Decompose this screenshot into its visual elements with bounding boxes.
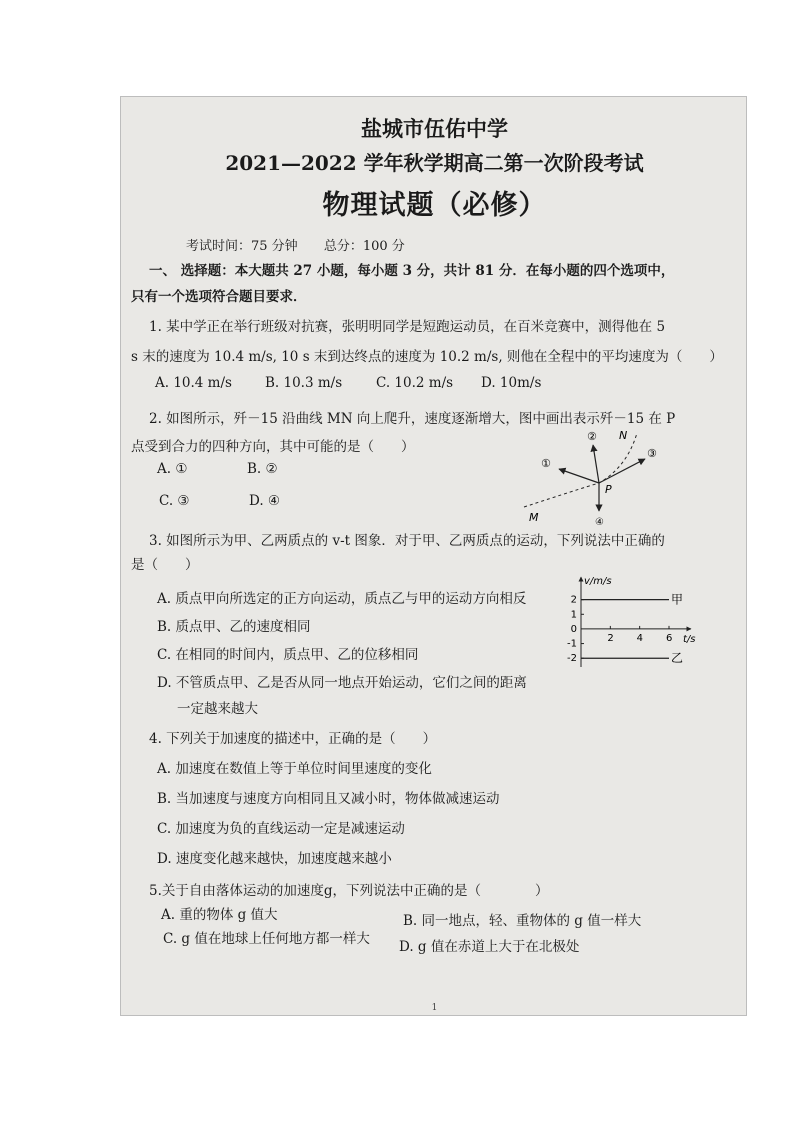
q2-stem-line1: 2. 如图所示，歼－15 沿曲线 MN 向上爬升，速度逐渐增大，图中画出表示歼－15 在 P: [149, 411, 676, 427]
vt-graph: [561, 575, 701, 675]
x-axis-label: t/s: [683, 633, 696, 645]
q5-option-c: C. g 值在地球上任何地方都一样大: [163, 931, 370, 947]
force-arrow-2: [593, 445, 599, 483]
q5-option-b: B. 同一地点，轻、重物体的 g 值一样大: [403, 913, 642, 929]
q4-option-d: D. 速度变化越来越快，加速度越来越小: [157, 851, 392, 867]
q1-option-d: D. 10m/s: [481, 375, 542, 391]
y-tick-label: 2: [570, 594, 577, 606]
page-number: 1: [431, 1003, 438, 1013]
q2-option-c: C. ③: [159, 493, 190, 509]
exam-info: [186, 235, 427, 254]
q4-stem: 4. 下列关于加速度的描述中，正确的是（ ）: [149, 731, 437, 747]
label-p: P: [605, 483, 612, 496]
q4-option-c: C. 加速度为负的直线运动一定是减速运动: [157, 821, 405, 837]
exam-time: 考试时间：75 分钟: [186, 239, 298, 254]
q5-stem: 5.关于自由落体运动的加速度g，下列说法中正确的是（ ）: [149, 883, 549, 899]
x-tick-label: 2: [607, 632, 614, 644]
q3-stem-line2: 是（ ）: [131, 557, 199, 573]
label-n: N: [619, 429, 628, 442]
q2-option-d: D. ④: [249, 493, 281, 509]
q3-option-b: B. 质点甲、乙的速度相同: [157, 619, 311, 635]
y-tick-label: -2: [567, 653, 577, 665]
q1-stem-line1: 1. 某中学正在举行班级对抗赛，张明明同学是短跑运动员，在百米竞赛中，测得他在 5: [149, 319, 666, 335]
label-2: ②: [587, 430, 597, 443]
y-tick-label: 0: [570, 623, 577, 635]
section-heading-line1: 一、 选择题：本大题共 27 小题，每小题 3 分，共计 81 分．在每小题的四个选项中，: [149, 263, 675, 279]
q2-stem-line2: 点受到合力的四种方向，其中可能的是（ ）: [131, 439, 415, 455]
q2-option-a: A. ①: [157, 461, 188, 477]
q4-option-a: A. 加速度在数值上等于单位时间里速度的变化: [157, 761, 432, 777]
school-name: 盐城市伍佑中学: [361, 116, 508, 141]
section-heading-line2: 只有一个选项符合题目要求．: [131, 289, 307, 305]
force-direction-figure: [519, 427, 679, 527]
q3-stem-line1: 3. 如图所示为甲、乙两质点的 v-t 图象．对于甲、乙两质点的运动，下列说法中正确的: [149, 533, 665, 549]
label-3: ③: [647, 447, 657, 460]
series-label-0: 甲: [671, 592, 684, 607]
force-arrow-1: [559, 469, 599, 483]
exam-score: 总分：100 分: [323, 239, 405, 254]
q3-option-c: C. 在相同的时间内，质点甲、乙的位移相同: [157, 647, 419, 663]
q2-option-b: B. ②: [247, 461, 278, 477]
q3-option-a: A. 质点甲向所选定的正方向运动，质点乙与甲的运动方向相反: [157, 591, 527, 607]
label-4: ④: [595, 517, 604, 527]
q5-option-d: D. g 值在赤道上大于在北极处: [399, 939, 580, 955]
q4-option-b: B. 当加速度与速度方向相同且又减小时，物体做减速运动: [157, 791, 500, 807]
subject-title: 物理试题（必修）: [322, 190, 547, 221]
q1-option-b: B. 10.3 m/s: [265, 375, 343, 391]
series-label-1: 乙: [671, 651, 684, 666]
q1-option-c: C. 10.2 m/s: [376, 375, 454, 391]
label-m: M: [529, 511, 539, 524]
q5-option-a: A. 重的物体 g 值大: [161, 907, 278, 923]
y-axis-label: v/m/s: [584, 576, 612, 587]
q3-option-d-line1: D. 不管质点甲、乙是否从同一地点开始运动，它们之间的距离: [157, 675, 527, 691]
y-tick-label: 1: [570, 609, 577, 621]
label-1: ①: [541, 457, 551, 470]
curve-mn: [524, 433, 637, 507]
q1-option-a: A. 10.4 m/s: [155, 375, 232, 391]
x-tick-label: 6: [666, 632, 673, 644]
q1-stem-line2: s 末的速度为 10.4 m/s, 10 s 末到达终点的速度为 10.2 m/s, 则他在全程中的平均速度为（ ）: [131, 349, 723, 365]
exam-title: 2021—2022 学年秋学期高二第一次阶段考试: [225, 151, 644, 175]
q3-option-d-line2: 一定越来越大: [177, 701, 258, 717]
x-tick-label: 4: [636, 632, 644, 644]
y-tick-label: -1: [567, 638, 577, 650]
exam-paper: [120, 96, 747, 1016]
